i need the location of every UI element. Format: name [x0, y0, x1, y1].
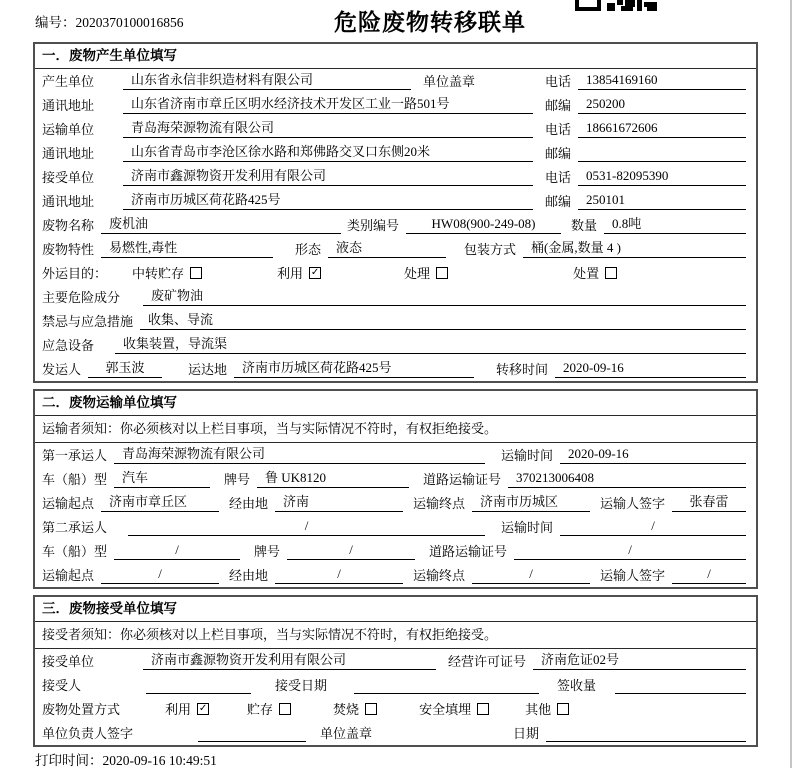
field-label: 牌号: [254, 544, 281, 559]
vehicle-type-2-value: /: [114, 542, 240, 560]
row-route-2: [35, 563, 756, 587]
field-label: 运输单位: [42, 122, 95, 137]
field-label: 签收量: [557, 678, 597, 693]
field-label: 接受单位: [42, 654, 95, 669]
field-label: 车（船）型: [42, 472, 108, 487]
section-1-header: 一．废物产生单位填写: [35, 44, 756, 69]
waste-code-value: HW08(900-249-08): [406, 216, 561, 234]
field-label: 接受人: [42, 678, 82, 693]
field-label: 邮编: [544, 146, 571, 161]
receiver-address-value: 济南市历城区荷花路425号: [123, 189, 533, 210]
hazard-components-value: 废矿物油: [143, 285, 746, 306]
section-receiver: [33, 595, 758, 747]
option-secure-landfill: [419, 699, 489, 718]
serial-number: [35, 11, 184, 31]
field-label: 运输起点: [42, 568, 95, 583]
producer-unit-value: 山东省永信非织造材料有限公司: [123, 69, 411, 90]
page-edge-line: [790, 0, 792, 768]
seal-date-value: [546, 727, 746, 742]
waste-name-value: 废机油: [101, 213, 341, 234]
option-label: 处理: [404, 266, 431, 281]
option-other: [525, 699, 569, 718]
transport-time-2-value: /: [560, 518, 746, 536]
option-incineration: [333, 699, 377, 718]
receive-date-value: [354, 679, 539, 694]
option-use: [277, 263, 321, 282]
license-number-value: 济南危证02号: [533, 649, 746, 670]
row-receiver-unit: [35, 165, 756, 189]
producer-address-value: 山东省济南市章丘区明水经济技术开发区工业一路501号: [123, 93, 533, 114]
second-carrier-value: /: [128, 518, 485, 536]
field-label: 道路运输证号: [423, 472, 502, 487]
checkbox-storage[interactable]: [279, 703, 291, 715]
row-producer-unit: [35, 69, 756, 93]
field-label: 经营许可证号: [448, 654, 527, 669]
responsible-signature-value: [198, 727, 306, 742]
checkbox-treatment[interactable]: [436, 267, 448, 279]
route-start-2-value: /: [101, 566, 219, 584]
option-label: 焚烧: [333, 702, 360, 717]
field-label: 牌号: [224, 472, 251, 487]
transport-unit-value: 青岛海荣源物流有限公司: [123, 117, 533, 138]
field-label: 通讯地址: [42, 98, 95, 113]
unit-seal-label: 单位盖章: [423, 74, 476, 89]
checkbox-use[interactable]: ✓: [198, 702, 208, 714]
row-dispatcher: [35, 357, 756, 381]
field-label: 运输终点: [413, 496, 466, 511]
route-end-2-value: /: [472, 566, 590, 584]
transfer-date-value: 2020-09-16: [555, 360, 746, 378]
row-vehicle-2: [35, 539, 756, 563]
field-label: 经由地: [229, 568, 269, 583]
row-waste-name: [35, 213, 756, 237]
first-carrier-value: 青岛海荣源物流有限公司: [114, 443, 485, 464]
form-title: 危险废物转移联单: [334, 10, 526, 35]
field-label: 车（船）型: [42, 544, 108, 559]
field-label: 类别编号: [347, 218, 400, 233]
destination-value: 济南市历城区荷花路425号: [234, 357, 474, 378]
checkbox-use[interactable]: ✓: [310, 266, 320, 278]
field-label: 数量: [571, 218, 598, 233]
transport-time-value: 2020-09-16: [560, 446, 746, 464]
row-receive-unit: [35, 649, 756, 673]
vehicle-type-value: 汽车: [114, 467, 210, 488]
dispatcher-value: 郭玉波: [88, 357, 162, 378]
section-3-header: 三．废物接受单位填写: [35, 597, 756, 622]
transport-phone-value: 18661672606: [578, 120, 746, 138]
field-label: 运达地: [188, 362, 228, 377]
receive-unit-value: 济南市鑫源物资开发利用有限公司: [143, 649, 436, 670]
section-transport: [33, 389, 758, 589]
option-label: 其他: [525, 702, 552, 717]
receiver-notice: 接受者须知：你必须核对以上栏目事项，当与实际情况不符时，有权拒绝接受。: [35, 622, 756, 649]
field-label: 废物处置方式: [42, 702, 121, 717]
field-label: 运输终点: [413, 568, 466, 583]
field-label: 运输时间: [500, 448, 553, 463]
field-label: 邮编: [544, 194, 571, 209]
waste-quantity-value: 0.8吨: [604, 213, 746, 234]
received-quantity-value: [615, 679, 746, 694]
receiver-unit-value: 济南市鑫源物资开发利用有限公司: [123, 165, 533, 186]
row-emergency-equipment: [35, 333, 756, 357]
receiver-phone-value: 0531-82095390: [578, 168, 746, 186]
road-permit-value: 370213006408: [508, 470, 746, 488]
producer-phone-value: 13854169160: [578, 72, 746, 90]
option-label: 贮存: [247, 702, 274, 717]
transfer-form: [33, 42, 758, 753]
option-treatment: [404, 263, 448, 282]
route-via-2-value: /: [275, 566, 403, 584]
emergency-measures-value: 收集、导流: [140, 309, 746, 330]
waste-traits-value: 易燃性,毒性: [101, 237, 273, 258]
field-label: 运输时间: [500, 520, 553, 535]
row-second-carrier: [35, 515, 756, 539]
receiver-postcode-value: 250101: [578, 192, 746, 210]
transport-postcode-value: [578, 147, 746, 162]
row-first-carrier: [35, 443, 756, 467]
field-label: 经由地: [229, 496, 269, 511]
producer-postcode-value: 250200: [578, 96, 746, 114]
field-label: 电话: [544, 74, 571, 89]
plate-number-2-value: /: [287, 542, 415, 560]
checkbox-incineration[interactable]: [365, 703, 377, 715]
section-2-header: 二．废物运输单位填写: [35, 391, 756, 416]
row-receiver-person: [35, 673, 756, 697]
option-label: 处置: [573, 266, 600, 281]
field-label: 形态: [295, 242, 322, 257]
row-vehicle-1: [35, 467, 756, 491]
field-label: 外运目的：: [42, 266, 108, 281]
road-permit-2-value: /: [514, 542, 746, 560]
field-label: 运输人签字: [600, 496, 666, 511]
row-producer-address: [35, 93, 756, 117]
checkbox-secure-landfill[interactable]: [477, 703, 489, 715]
field-label: 废物特性: [42, 242, 95, 257]
route-via-value: 济南: [275, 491, 403, 512]
field-label: 转移时间: [496, 362, 549, 377]
plate-number-value: 鲁 UK8120: [257, 467, 409, 488]
option-storage: [247, 699, 291, 718]
qr-code-icon: [575, 0, 657, 11]
field-label: 单位负责人签字: [42, 726, 134, 741]
row-route-1: [35, 491, 756, 515]
field-label: 主要危险成分: [42, 290, 121, 305]
field-label: 接受单位: [42, 170, 95, 185]
field-label: 邮编: [544, 98, 571, 113]
print-time-value: 2020-09-16 10:49:51: [102, 753, 217, 768]
checkbox-transfer-storage[interactable]: [190, 267, 202, 279]
receiver-person-value: [146, 679, 251, 694]
transport-address-value: 山东省青岛市李沧区徐水路和郑佛路交叉口东侧20米: [123, 141, 533, 162]
option-label: 利用: [277, 266, 304, 281]
emergency-equipment-value: 收集装置，导流渠: [115, 333, 746, 354]
row-signatures: [35, 721, 756, 745]
carrier-signature-value: 张春雷: [672, 491, 746, 512]
field-label: 电话: [544, 170, 571, 185]
field-label: 禁忌与应急措施: [42, 314, 134, 329]
field-label: 包装方式: [464, 242, 517, 257]
option-label: 安全填埋: [419, 702, 472, 717]
checkbox-other[interactable]: [557, 703, 569, 715]
field-label: 道路运输证号: [429, 544, 508, 559]
row-transport-unit: [35, 117, 756, 141]
row-emergency-measures: [35, 309, 756, 333]
option-use: [165, 699, 209, 718]
checkbox-disposal[interactable]: [605, 267, 617, 279]
field-label: 通讯地址: [42, 194, 95, 209]
field-label: 第二承运人: [42, 520, 108, 535]
field-label: 运输人签字: [600, 568, 666, 583]
packaging-value: 桶(金属,数量 4 ): [523, 237, 746, 258]
row-transfer-purpose: [35, 261, 756, 285]
row-receiver-address: [35, 189, 756, 213]
field-label: 第一承运人: [42, 448, 108, 463]
field-label: 产生单位: [42, 74, 95, 89]
field-label: 应急设备: [42, 338, 95, 353]
row-disposal-method: [35, 697, 756, 721]
carrier-signature-2-value: /: [672, 566, 746, 584]
serial-value: 2020370100016856: [75, 15, 184, 30]
row-hazard-components: [35, 285, 756, 309]
unit-seal-label: 单位盖章: [320, 726, 373, 741]
field-label: 接受日期: [275, 678, 328, 693]
option-label: 利用: [165, 702, 192, 717]
option-disposal: [573, 263, 617, 282]
option-transfer-storage: [132, 263, 202, 282]
section-producer: [33, 42, 758, 383]
field-label: 日期: [512, 726, 539, 741]
field-label: 发运人: [42, 362, 82, 377]
serial-label: 编号：: [35, 15, 76, 30]
field-label: 通讯地址: [42, 146, 95, 161]
option-label: 中转贮存: [132, 266, 185, 281]
waste-form-value: 液态: [328, 237, 446, 258]
field-label: 废物名称: [42, 218, 95, 233]
row-transport-address: [35, 141, 756, 165]
transporter-notice: 运输者须知：你必须核对以上栏目事项，当与实际情况不符时，有权拒绝接受。: [35, 416, 756, 443]
print-time-label: 打印时间：: [35, 753, 103, 768]
print-time: [35, 749, 217, 768]
route-start-value: 济南市章丘区: [101, 491, 219, 512]
field-label: 运输起点: [42, 496, 95, 511]
field-label: 电话: [544, 122, 571, 137]
route-end-value: 济南市历城区: [472, 491, 590, 512]
row-waste-traits: [35, 237, 756, 261]
